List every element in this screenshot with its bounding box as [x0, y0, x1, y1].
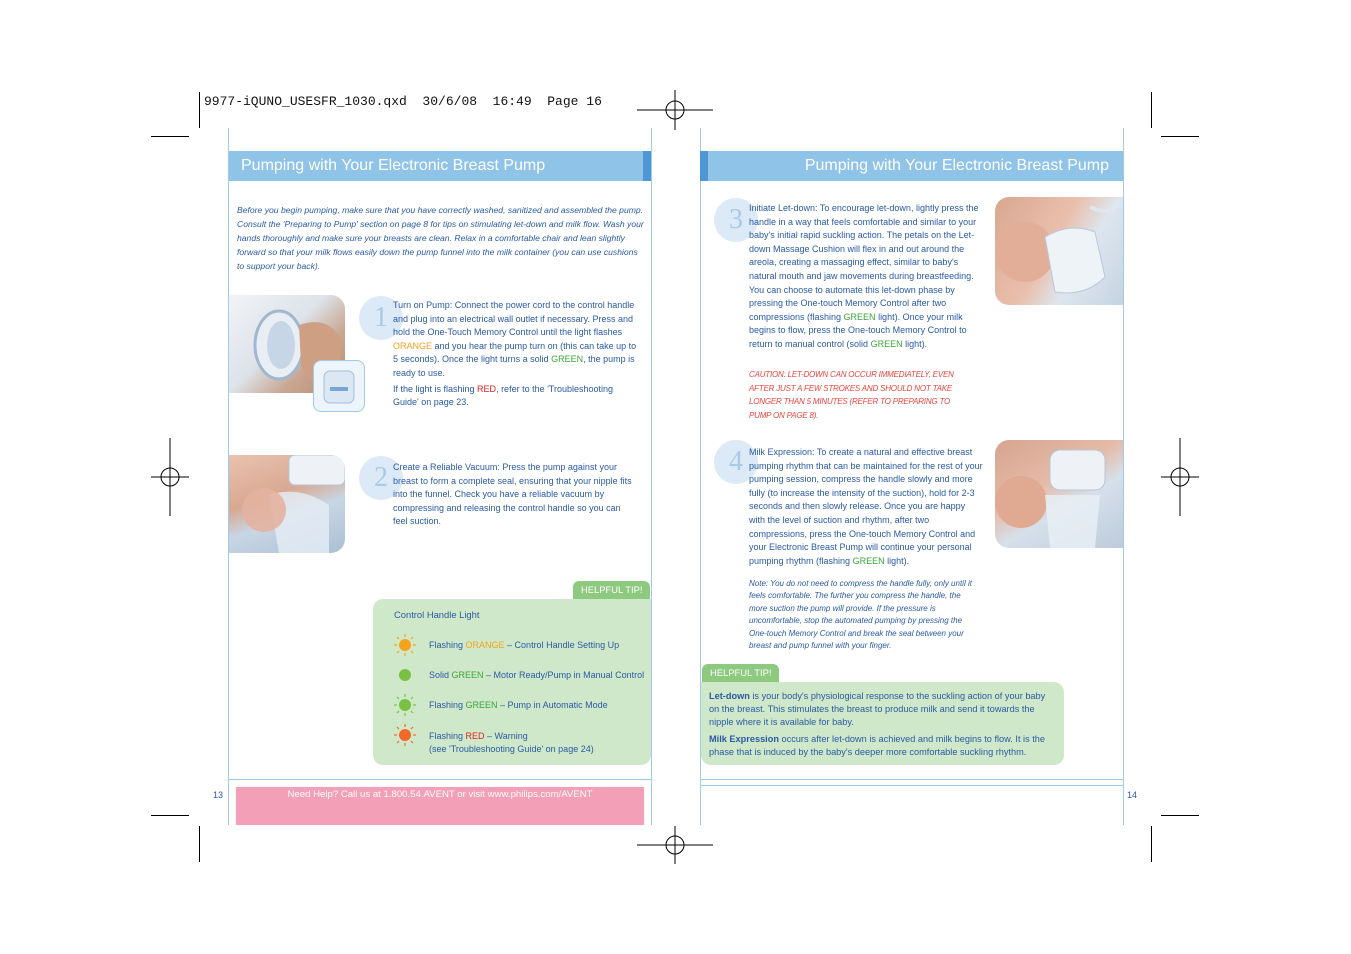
compression-note: Note: You do not need to compress the handle fully, only until it feels comfortable. The further you compress the handle, the more suction the pump will provide. If the pressure is uncomfortable, stop the automated pumping by pressing the One-touch Memory Control and break the seal between your breast and pump funnel with your finger.: [749, 579, 972, 651]
pump-on-breast-illustration: [229, 455, 345, 553]
left-helpful-tip-tab: HELPFUL TIP!: [573, 581, 650, 599]
left-banner-accent: [643, 151, 651, 181]
flashing-red-light-icon: [394, 724, 416, 746]
legend-row-solid-green: Solid GREEN – Motor Ready/Pump in Manual Control: [429, 670, 645, 680]
left-page-number: 13: [213, 790, 224, 800]
step4-photo: [995, 440, 1123, 548]
flashing-orange-light-icon: [394, 634, 416, 656]
file-slug: 9977-iQUNO_USESFR_1030.qxd 30/6/08 16:49 Page 16: [204, 94, 602, 109]
legend-row-flashing-orange: Flashing ORANGE – Control Handle Setting Up: [429, 640, 620, 650]
step3-number: 3: [714, 198, 758, 242]
legend-row-flashing-red: Flashing RED – Warning (see 'Troubleshooting Guide' on page 24): [429, 731, 594, 754]
step2-text: Create a Reliable Vacuum: Press the pump against your breast to form a complete seal, ensuring that your nipple fits into the funnel. Check you have a reliable vacuum by compressing and releasing the control handle so you can feel suction.: [393, 462, 632, 527]
legend-title: Control Handle Light: [394, 609, 480, 620]
help-footer-text: Need Help? Call us at 1.800.54.AVENT or visit www.philips.com/AVENT: [287, 789, 593, 800]
legend-row-flashing-green: Flashing GREEN – Pump in Automatic Mode: [429, 700, 608, 710]
right-helpful-tip-tab: HELPFUL TIP!: [702, 664, 779, 682]
step3-text: Initiate Let-down: To encourage let-down, lightly press the handle in a way that feels comfortable and similar to your baby's initial rapid suckling action. The petals on the Let-down Massage Cushion will flex in and out around the areola, creating a massaging effect, similar to baby's natural mouth and jaw movements during breastfeeding. You can choose to automate this let-down phase by pressing the One-touch Memory Control after two compressions (flashing GREEN light). Once your milk begins to flow, press the One-touch Memory Control to return to manual control (solid GREEN light).: [749, 203, 979, 349]
step1-number: 1: [359, 296, 403, 340]
intro-paragraph: Before you begin pumping, make sure that you have correctly washed, sanitized and assembled the pump. Consult the 'Preparing to Pump' section on page 8 for tips on stimulating let-down and milk flow. Wash your hands thoroughly and make sure your breasts are clean. Relax in a comfortable chair and lean slightly forward so that your milk flows easily down the pump funnel into the milk container (you can use cushions to support your back).: [237, 205, 644, 271]
letdown-caution: CAUTION: LET-DOWN CAN OCCUR IMMEDIATELY, EVEN AFTER JUST A FEW STROKES AND SHOULD NOT TAKE LONGER THAN 5 MINUTES (REFER TO PREPARING TO PUMP ON PAGE 8).: [749, 370, 954, 420]
left-page-banner: Pumping with Your Electronic Breast Pump: [229, 151, 643, 181]
control-handle-inset: [313, 360, 365, 412]
step1-text: Turn on Pump: Connect the power cord to the control handle and plug into an electrical wall outlet if necessary. Press and hold the One-Touch Memory Control until the light flashes ORANGE and you hear the pump turn on (this can take up to 5 seconds). Once the light turns a solid GREEN, the pump is ready to use. If the light is flashing RED, refer to the 'Troubleshooting Guide' on page 23.: [393, 300, 637, 408]
solid-green-light-icon: [399, 669, 411, 681]
light-indicator-icons: [392, 633, 418, 753]
step3-photo: [995, 197, 1123, 305]
step4-text: Milk Expression: To create a natural and effective breast pumping rhythm that can be maintained for the rest of your pumping session, compress the handle slowly and more fully (to increase the intensity of the suction), hold for 2-3 seconds and then slowly release. Once you are happy with the level of suction and rhythm, after two compressions, press the One-touch Memory Control and your Electronic Breast Pump will continue your personal pumping rhythm (flashing GREEN light).: [749, 447, 983, 566]
step2-photo: [229, 455, 345, 553]
right-banner-accent: [700, 151, 708, 181]
step2-number: 2: [359, 456, 403, 500]
right-page-number: 14: [1127, 790, 1138, 800]
letdown-illustration: [995, 197, 1123, 305]
right-tip-text: Let-down is your body's physiological response to the suckling action of your baby on the breast. This stimulates the breast to produce milk and send it towards the nipple where it is available for baby. Milk Expression occurs after let-down is achieved and milk begins to flow. It is the phase that is induced by the baby's deeper more comfortable suckling rhythm.: [709, 691, 1046, 757]
milk-expression-illustration: [995, 440, 1123, 548]
right-page-banner: Pumping with Your Electronic Breast Pump: [708, 151, 1123, 181]
step4-number: 4: [714, 440, 758, 484]
help-footer: [236, 787, 644, 825]
flashing-green-light-icon: [394, 694, 416, 716]
